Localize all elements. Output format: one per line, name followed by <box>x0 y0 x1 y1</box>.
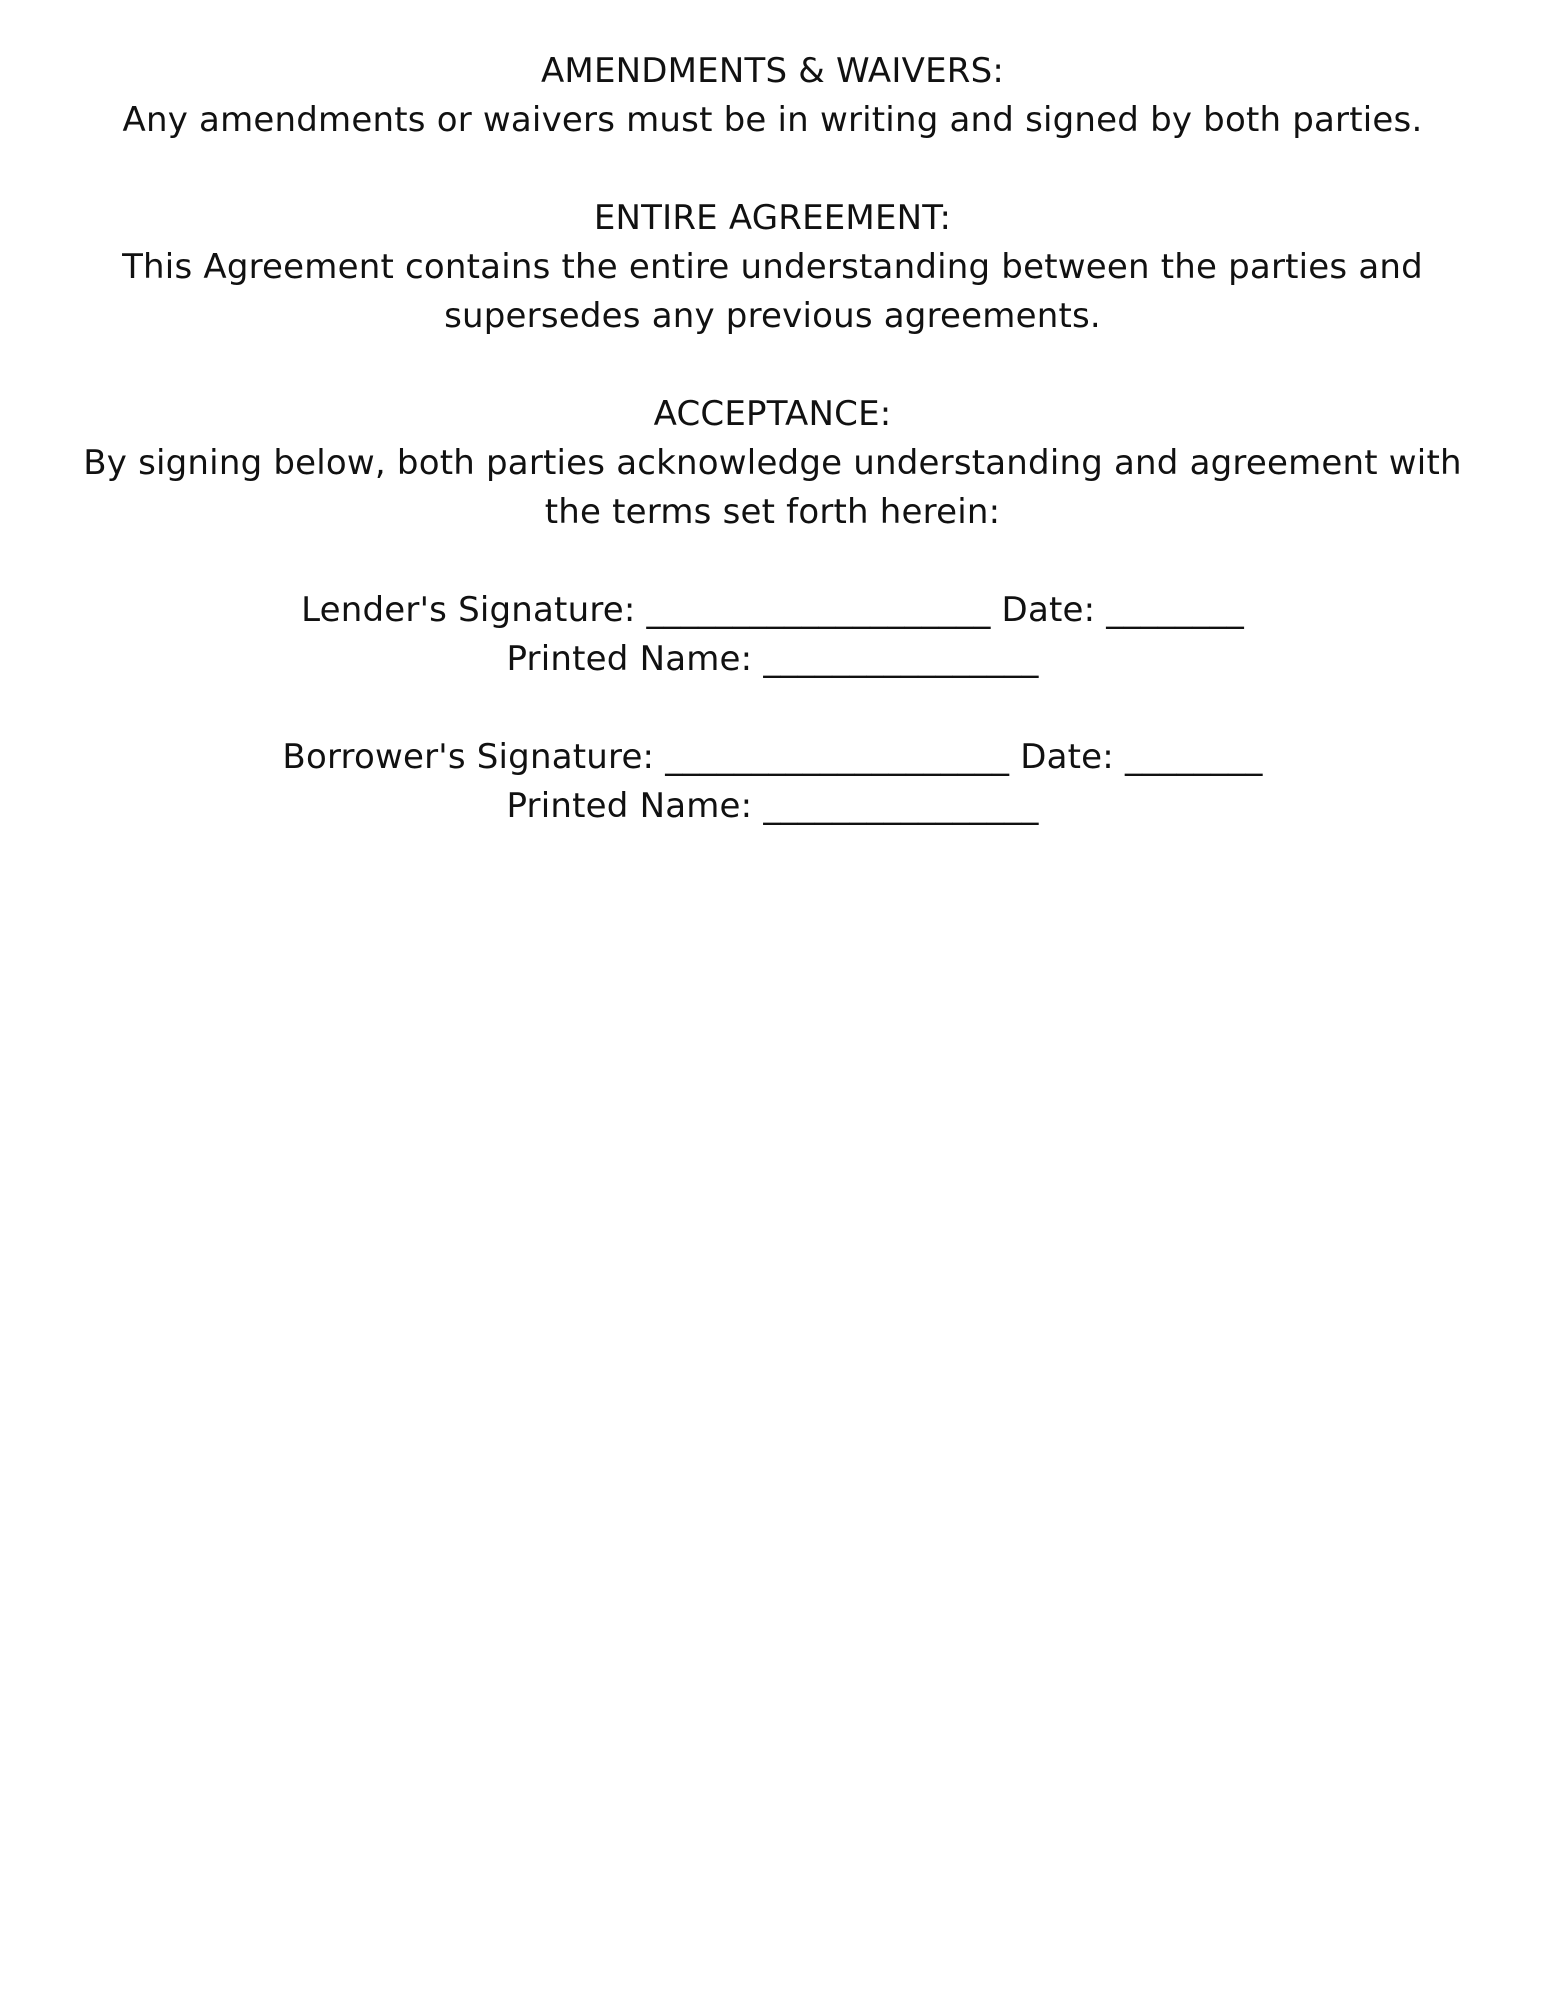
section-heading: AMENDMENTS & WAIVERS: <box>540 51 1005 91</box>
borrower-signature-block <box>60 733 1485 831</box>
amendments-waivers-section <box>60 47 1485 145</box>
section-heading: ACCEPTANCE: <box>653 394 892 434</box>
borrower-printed-name-line: Printed Name: ________________ <box>506 786 1039 826</box>
lender-signature-block <box>60 586 1485 684</box>
entire-agreement-section <box>60 194 1485 341</box>
section-body: By signing below, both parties acknowledge understanding and agreement with the terms set forth herein: <box>83 443 1462 532</box>
lender-signature-line: Lender's Signature: ____________________ Date: ________ <box>301 590 1244 630</box>
lender-printed-name-line: Printed Name: ________________ <box>506 639 1039 679</box>
section-heading: ENTIRE AGREEMENT: <box>593 198 952 238</box>
document-body <box>60 47 1485 880</box>
borrower-signature-line: Borrower's Signature: ____________________ Date: ________ <box>282 737 1263 777</box>
section-body: This Agreement contains the entire understanding between the parties and supersedes any previous agreements. <box>122 247 1423 336</box>
acceptance-section <box>60 390 1485 537</box>
section-body: Any amendments or waivers must be in writing and signed by both parties. <box>122 100 1423 140</box>
